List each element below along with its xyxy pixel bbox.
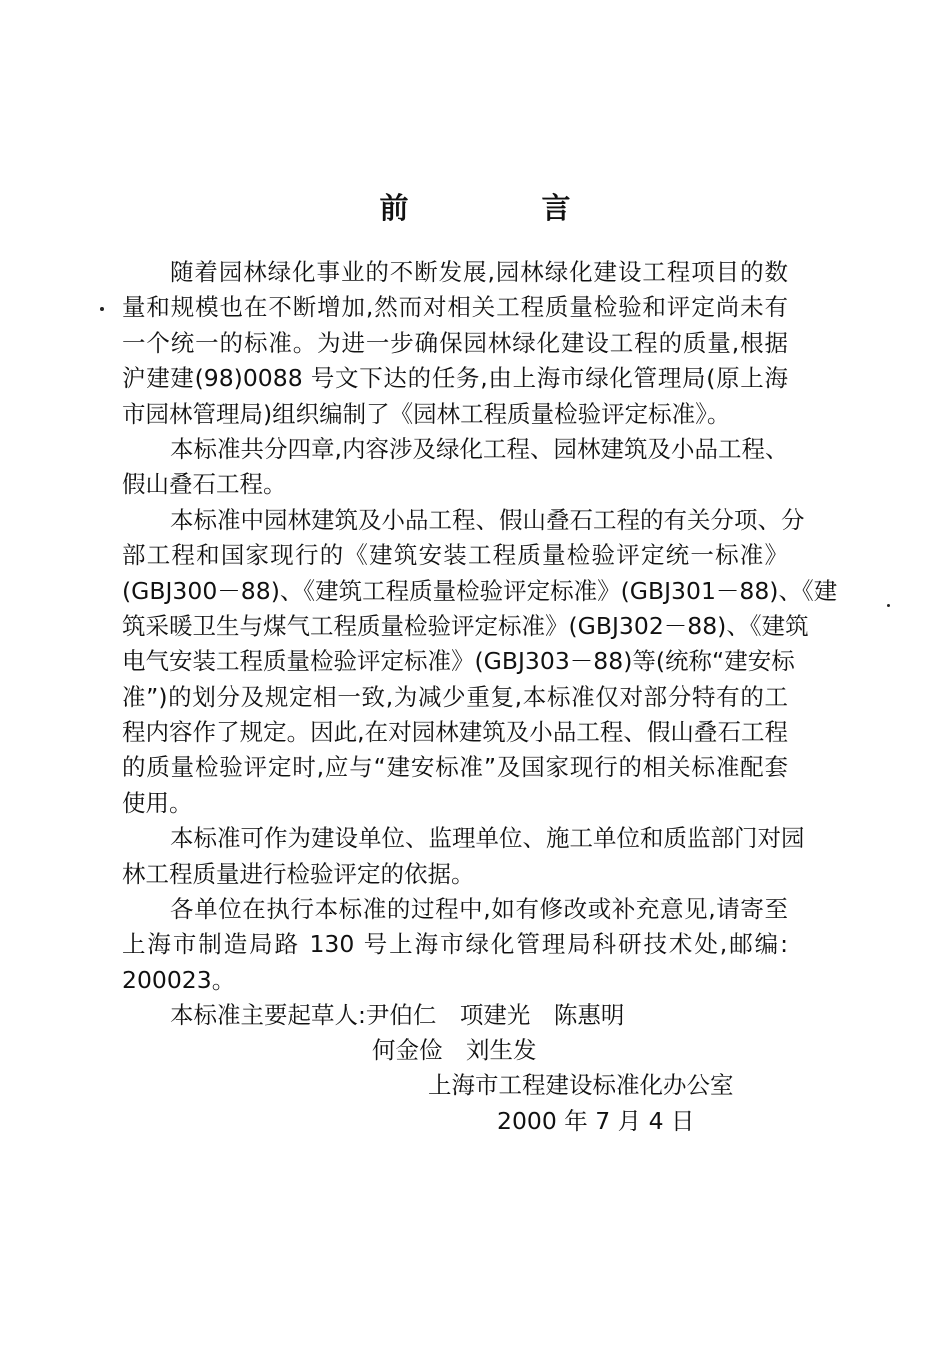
text-line: 电气安装工程质量检验评定标准》(GBJ303－88)等(统称“建安标 (122, 647, 795, 676)
text-line: 部工程和国家现行的《建筑安装工程质量检验评定统一标准》 (122, 541, 788, 570)
text-line: 的质量检验评定时,应与“建安标准”及国家现行的相关标准配套 (122, 753, 788, 782)
text-line: 沪建建(98)0088 号文下达的任务,由上海市绿化管理局(原上海 (122, 364, 788, 393)
drafters-line (170, 998, 624, 1033)
drafters-label: 本标准主要起草人: (170, 1001, 366, 1029)
text-line: 准”)的划分及规定相一致,为减少重复,本标准仅对部分特有的工 (122, 682, 788, 711)
text-line: 上海市制造局路 130 号上海市绿化管理局科研技术处,邮编: (122, 930, 788, 959)
text-line: 筑采暖卫生与煤气工程质量检验评定标准》(GBJ302－88)、《建筑 (122, 611, 809, 640)
issuer: 上海市工程建设标准化办公室 (428, 1071, 734, 1099)
drafters-names-row2: 何金俭 刘生发 (372, 1036, 537, 1064)
text-line: 程内容作了规定。因此,在对园林建筑及小品工程、假山叠石工程 (122, 718, 788, 747)
text-line: 本标准中园林建筑及小品工程、假山叠石工程的有关分项、分 (170, 505, 805, 534)
text-line: 假山叠石工程。 (122, 470, 287, 499)
text-line: 200023。 (122, 965, 236, 994)
date: 2000 年 7 月 4 日 (497, 1107, 695, 1135)
text-line: 量和规模也在不断增加,然而对相关工程质量检验和评定尚未有 (122, 293, 788, 322)
page-title: 前 言 (379, 191, 623, 225)
scan-speck (887, 604, 890, 607)
text-line: 本标准共分四章,内容涉及绿化工程、园林建筑及小品工程、 (170, 434, 789, 463)
drafters-names: 尹伯仁 项建光 陈惠明 (365, 1001, 625, 1029)
text-line: 一个统一的标准。为进一步确保园林绿化建设工程的质量,根据 (122, 328, 788, 357)
text-line: 使用。 (122, 788, 193, 817)
text-line: 随着园林绿化事业的不断发展,园林绿化建设工程项目的数 (170, 258, 788, 286)
text-line: (GBJ300－88)、《建筑工程质量检验评定标准》(GBJ301－88)、《建 (122, 576, 838, 605)
text-line: 各单位在执行本标准的过程中,如有修改或补充意见,请寄至 (170, 895, 788, 924)
text-line: 市园林管理局)组织编制了《园林工程质量检验评定标准》。 (122, 399, 731, 428)
scan-speck (100, 307, 104, 311)
preface-body (122, 255, 838, 998)
text-line: 本标准可作为建设单位、监理单位、施工单位和质监部门对园 (170, 824, 805, 853)
text-line: 林工程质量进行检验评定的依据。 (122, 859, 475, 888)
